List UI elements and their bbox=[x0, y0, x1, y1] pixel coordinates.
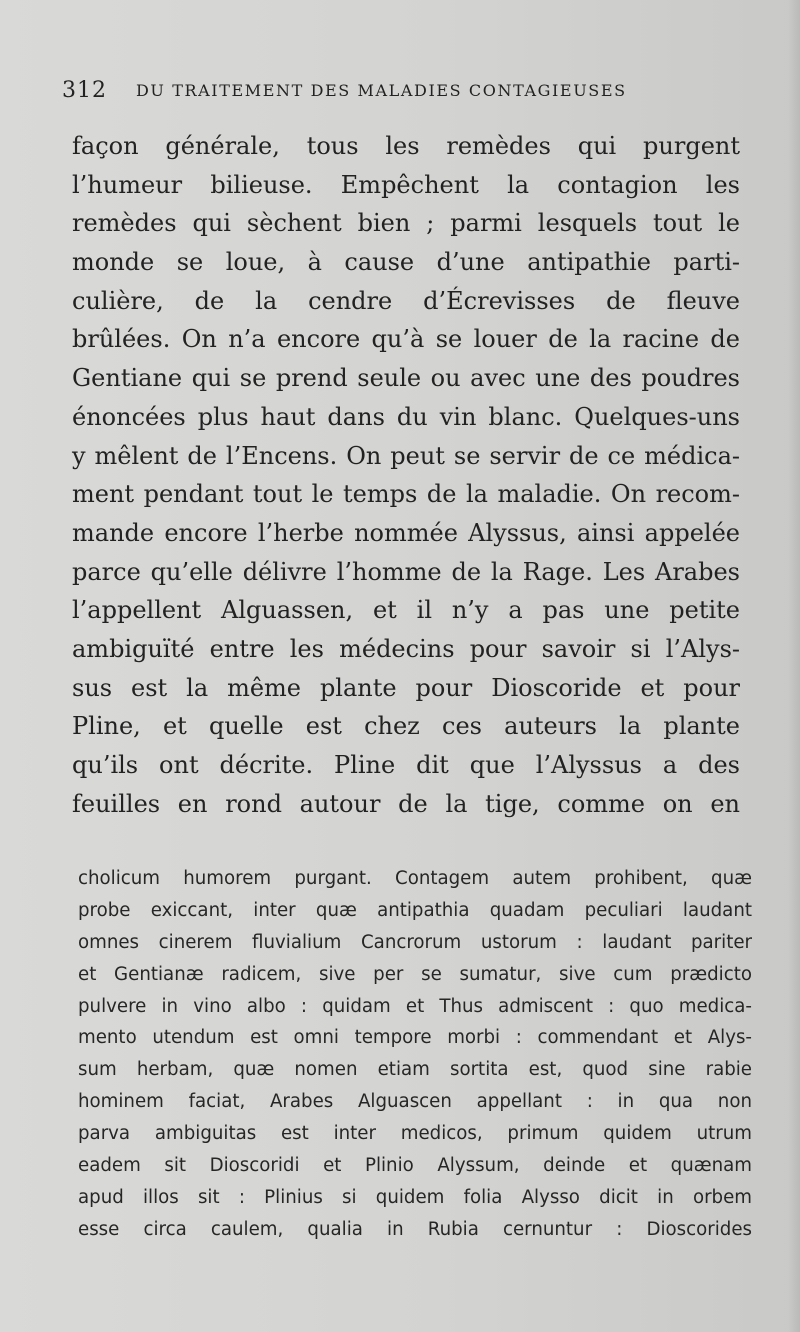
text-line: remèdes qui sèchent bien ; parmi lesquels tout le bbox=[72, 209, 740, 238]
text-line: ambiguïté entre les médecins pour savoir si l’Alys- bbox=[72, 634, 740, 663]
text-line: brûlées. On n’a encore qu’à se louer de la racine de bbox=[72, 325, 740, 354]
text-line: qu’ils ont décrite. Pline dit que l’Alyssus a des bbox=[72, 751, 740, 779]
text-line: Pline, et quelle est chez ces auteurs la plante bbox=[72, 712, 740, 741]
footnote-line: hominem faciat, Arabes Alguascen appellant : in qua non bbox=[78, 1091, 752, 1113]
footnote-line: et Gentianæ radicem, sive per se sumatur, sive cum prædicto bbox=[78, 963, 752, 985]
footnote-line: omnes cinerem fluvialium Cancrorum ustorum : laudant pariter bbox=[78, 931, 752, 953]
text-line: ment pendant tout le temps de la maladie. On recom- bbox=[72, 480, 740, 509]
footnote-line: cholicum humorem purgant. Contagem autem prohibent, quæ bbox=[78, 868, 752, 889]
running-head bbox=[62, 78, 702, 102]
latin-footnote bbox=[78, 863, 752, 1246]
text-line: culière, de la cendre d’Écrevisses de fleuve bbox=[72, 286, 740, 315]
running-head-title: DU TRAITEMENT DES MALADIES CONTAGIEUSES bbox=[136, 81, 627, 100]
footnote-line: mento utendum est omni tempore morbi : commendant et Alys- bbox=[78, 1027, 752, 1049]
footnote-line: esse circa caulem, qualia in Rubia cernuntur : Dioscorides bbox=[78, 1218, 752, 1240]
footnote-line: eadem sit Dioscoridi et Plinio Alyssum, deinde et quænam bbox=[78, 1155, 752, 1177]
text-line: sus est la même plante pour Dioscoride et pour bbox=[72, 673, 740, 702]
text-line: parce qu’elle délivre l’homme de la Rage. Les Arabes bbox=[72, 557, 740, 586]
footnote-line: pulvere in vino albo : quidam et Thus admiscent : quo medica- bbox=[78, 995, 752, 1017]
text-line: Gentiane qui se prend seule ou avec une des poudres bbox=[72, 364, 740, 393]
text-line: l’humeur bilieuse. Empêchent la contagion les bbox=[72, 170, 740, 199]
text-line: feuilles en rond autour de la tige, comme on en bbox=[72, 789, 740, 818]
text-line: mande encore l’herbe nommée Alyssus, ainsi appelée bbox=[72, 518, 740, 547]
text-line: énoncées plus haut dans du vin blanc. Quelques-uns bbox=[72, 402, 740, 431]
text-line: y mêlent de l’Encens. On peut se servir de ce médica- bbox=[72, 441, 740, 470]
page-number: 312 bbox=[62, 78, 107, 103]
footnote-line: probe exiccant, inter quæ antipathia quadam peculiari laudant bbox=[78, 899, 752, 921]
footnote-line: sum herbam, quæ nomen etiam sortita est, quod sine rabie bbox=[78, 1059, 752, 1081]
text-line: façon générale, tous les remèdes qui purgent bbox=[72, 132, 740, 160]
footnote-line: parva ambiguitas est inter medicos, primum quidem utrum bbox=[78, 1123, 752, 1145]
footnote-line: apud illos sit : Plinius si quidem folia Alysso dicit in orbem bbox=[78, 1186, 752, 1208]
text-line: monde se loue, à cause d’une antipathie parti- bbox=[72, 248, 740, 277]
text-line: l’appellent Alguassen, et il n’y a pas une petite bbox=[72, 596, 740, 625]
main-text bbox=[72, 127, 740, 823]
